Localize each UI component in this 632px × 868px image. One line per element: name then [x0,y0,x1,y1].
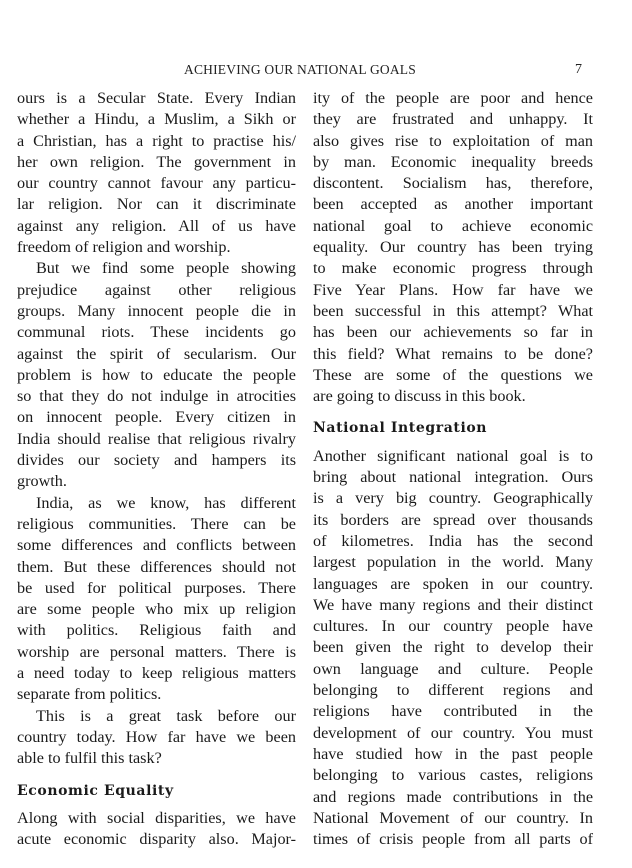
text-line: prejudice against other religious [17,280,296,299]
text-line: times of crisis people from all parts of [313,830,593,849]
paragraph-economic-inequality [313,88,593,407]
text-line: been given the right to develop their [313,638,593,657]
text-line: has been our achievements so far in [313,323,593,342]
text-line: religious communities. There can be [17,514,296,533]
text-line: cultures. In our country people have [313,617,593,636]
page-header [0,62,632,82]
text-line: This is a great task before our [36,706,296,725]
text-line: communal riots. These incidents go [17,323,296,342]
text-line: our country cannot favour any particu- [17,174,296,193]
text-line: groups. Many innocent people die in [17,301,296,320]
text-line: be used for political purposes. There [17,578,296,597]
text-line: against any religion. All of us have [17,216,296,235]
section-heading-national-integration: National Integration [313,420,488,437]
text-line: religions have contributed in the [313,702,593,721]
text-line: national goal to achieve economic [313,216,593,235]
text-line: languages are spoken in our country. [313,574,593,593]
paragraph-secular-state [17,88,296,258]
text-line: some differences and conflicts between [17,536,296,555]
paragraph-great-task [17,706,296,770]
text-line: Five Year Plans. How far have we [313,280,593,299]
text-line: We have many regions and their distinct [313,595,593,614]
text-line: is a very big country. Geographically [313,489,593,508]
text-line: its borders are spread over thousands [313,510,593,529]
text-line: able to fulfil this task? [17,749,162,768]
text-line: growth. [17,472,67,491]
text-line: are going to discuss in this book. [313,387,526,406]
text-line: whether a Hindu, a Muslim, a Sikh or [17,110,296,129]
text-line: also gives rise to exploitation of man [313,131,593,150]
text-line: problem is how to educate the people [17,365,296,384]
paragraph-prejudice [17,258,296,492]
text-line: India should realise that religious rivalry [17,429,296,448]
text-line: acute economic disparity also. Major- [17,830,296,849]
text-line: so that they do not indulge in atrocities [17,387,296,406]
text-line: lar religion. Nor can it discriminate [17,195,296,214]
text-line: this field? What remains to be done? [313,344,593,363]
text-line: These are some of the questions we [313,365,593,384]
text-line: freedom of religion and worship. [17,238,231,257]
text-line: Another significant national goal is to [313,446,593,465]
text-line: against the spirit of secularism. Our [17,344,296,363]
text-line: been accepted as another important [313,195,593,214]
text-line: them. But these differences should not [17,557,296,576]
text-line: been successful in this attempt? What [313,301,593,320]
text-line: her own religion. The government in [17,152,296,171]
paragraph-economic-disparity [17,808,296,851]
text-line: But we find some people showing [36,259,296,278]
text-line: are some people who mix up religion [17,600,296,619]
text-line: own language and culture. People [313,659,593,678]
text-line: largest population in the world. Many [313,553,593,572]
right-column [313,88,593,850]
left-column [17,88,296,850]
text-line: belonging to different regions and [313,681,593,700]
running-title: ACHIEVING OUR NATIONAL GOALS [184,62,416,77]
text-line: and regions made contributions in the [313,787,593,806]
text-line: India, as we know, has different [36,493,296,512]
text-line: worship are personal matters. There is [17,642,296,661]
text-line: a need today to keep religious matters [17,664,296,683]
text-line: ity of the people are poor and hence [313,89,593,107]
page-number: 7 [575,62,582,77]
paragraph-national-integration [313,446,593,851]
text-line: with politics. Religious faith and [17,621,296,640]
text-line: country today. How far have we been [17,727,296,746]
text-line: divides our society and hampers its [17,451,296,470]
text-line: a Christian, has a right to practise his/ [17,131,296,150]
text-line: of kilometres. India has the second [313,531,593,550]
text-line: separate from politics. [17,685,162,704]
text-line: ours is a Secular State. Every Indian [17,89,296,107]
text-line: bring about national integration. Ours [313,468,593,487]
text-line: National Movement of our country. In [313,808,593,827]
text-line: belonging to various castes, religions [313,766,593,785]
text-line: discontent. Socialism has, therefore, [313,174,593,193]
text-line: equality. Our country has been trying [313,238,593,257]
paragraph-religious-communities [17,493,296,706]
text-line: have studied how in the past people [313,744,593,763]
section-heading-economic-equality: Economic Equality [17,782,174,799]
text-line: Along with social disparities, we have [17,808,296,827]
text-line: to make economic progress through [313,259,593,278]
text-line: development of our country. You must [313,723,593,742]
text-line: by man. Economic inequality breeds [313,152,593,171]
text-line: on innocent people. Every citizen in [17,408,296,427]
text-line: they are frustrated and unhappy. It [313,110,593,129]
